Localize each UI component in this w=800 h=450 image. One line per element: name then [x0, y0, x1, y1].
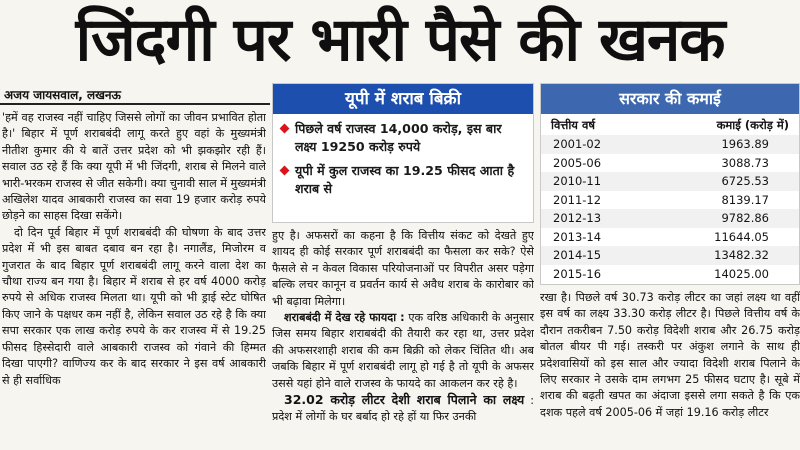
- article-text: : प्रदेश में लोगों के घर बर्बाद हो रहे हों या फिर उनकी: [272, 394, 534, 424]
- year-cell: 2005-06: [553, 155, 602, 170]
- year-cell: 2001-02: [553, 137, 602, 151]
- value-cell: 11644.05: [714, 229, 769, 244]
- byline-divider: [0, 103, 270, 105]
- article-paragraph: [272, 392, 534, 426]
- revenue-table-box: [540, 83, 800, 285]
- table-row: [541, 172, 799, 191]
- column-header-revenue: कमाई (करोड़ में): [716, 118, 789, 132]
- article-text: एक वरिष्ठ अधिकारी के अनुसार जिस समय बिहार शराबबंदी की तैयारी कर रहा था, उत्तर प्रदेश की अफसरशाही शराब की कम बिक्री को लेकर चिंतित थी। अब जबकि बिहार में पूर्ण शराबबंदी लागू हो गई है तो यूपी के अफसर उससे यहां होने वाले राजस्व के फायदे का आकलन कर रहे है।: [272, 311, 534, 390]
- headline: जिंदगी पर भारी पैसे की खनक: [75, 5, 725, 75]
- value-cell: 1963.89: [721, 137, 769, 151]
- article-paragraph: रखा है। पिछले वर्ष 30.73 करोड़ लीटर का जहां लक्ष्य था वहीं इस वर्ष का लक्ष्य 33.30 करोड़ लीटर है। पिछले वित्तीय वर्ष के दौरान तकरीबन 7.50 करोड़ विदेशी शराब और 26.75 करोड़ बोतल बीयर पी गई। तस्करी पर अंकुश लगाने के साथ ही प्रदेशवासियों को इस साल और ज्यादा विदेशी शराब पिलाने के लिए सरकार ने उसके दाम लगभग 25 फीसद घटाए है। सूबे में शराब की बढ़ती खपत का अंदाजा इससे लगा सकते है कि एक दशक पहले वर्ष 2005-06 में जहां 19.16 करोड़ लीटर: [540, 291, 800, 419]
- revenue-table-title: सरकार की कमाई: [541, 84, 799, 114]
- article-column-right: [540, 290, 800, 450]
- year-cell: 2012-13: [553, 211, 602, 225]
- article-column-middle: [272, 228, 534, 450]
- table-row: [541, 154, 799, 173]
- sales-box-title: यूपी में शराब बिक्री: [273, 84, 533, 114]
- table-row: [541, 265, 799, 284]
- value-cell: 9782.86: [721, 211, 769, 225]
- highlight-text: पिछले वर्ष राजस्व 14,000 करोड़, इस बार लक्ष्य 19250 करोड़ रुपये: [295, 121, 502, 154]
- subheading: 32.02 करोड़ लीटर देशी शराब पिलाने का लक्ष्य: [284, 392, 525, 408]
- article-paragraph: 'हमें वह राजस्व नहीं चाहिए जिससे लोगों का जीवन प्रभावित होता है।' बिहार में पूर्ण शराबबंदी लागू करते हुए वहां के मुख्यमंत्री नीतीश कुमार की ये बातें उत्तर प्रदेश को भी झकझोर रही हैं। सवाल उठ रहे हैं कि क्या यूपी में भी जिंदगी, शराब से मिलने वाले भारी-भरकम राजस्व से जीत सकेगी। क्या चुनावी साल में मुख्यमंत्री अखिलेश यादव आबकारी राजस्व का सवा 19 हजार करोड़ रुपये छोड़ने का साहस दिखा सकेंगे।: [2, 111, 266, 223]
- article-paragraph: दो दिन पूर्व बिहार में पूर्ण शराबबंदी की घोषणा के बाद उत्तर प्रदेश में भी इस बाबत दबाव बन रहा है। नगालैंड, मिजोरम व गुजरात के बाद बिहार पूर्ण शराबबंदी लागू करने वाला देश का चौथा राज्य बन गया है। बिहार में शराब से हर वर्ष 4000 करोड़ रुपये से अधिक राजस्व मिलता था। यूपी को भी ड्राई स्टेट घोषित किए जाने के पक्षधर कम नहीं है, लेकिन सवाल उठ रहे है कि क्या सपा सरकार एक लाख करोड़ रुपये के कर राजस्व में से 19.25 फीसद हिस्सेदारी वाले आबकारी राजस्व को गंवाने की हिम्मत दिखा पाएगी? वाणिज्य कर के बाद सरकार ने इस वर्ष आबकारी से ही सर्वाधिक: [2, 225, 266, 387]
- table-header: [541, 114, 799, 135]
- table-row: [541, 135, 799, 154]
- article-paragraph: [272, 310, 534, 392]
- subheading: शराबबंदी में देख रहे फायदा :: [284, 311, 405, 325]
- table-row: [541, 246, 799, 265]
- byline: अजय जायसवाल, लखनऊ: [4, 88, 121, 102]
- column-header-year: वित्तीय वर्ष: [551, 118, 596, 132]
- sales-highlight-box: [272, 83, 534, 223]
- highlight-item: [273, 120, 533, 156]
- value-cell: 6725.53: [721, 174, 769, 188]
- value-cell: 3088.73: [721, 155, 769, 170]
- diamond-bullet-icon: [280, 124, 290, 134]
- value-cell: 13482.32: [714, 248, 769, 262]
- highlight-text: यूपी में कुल राजस्व का 19.25 फीसद आता है शराब से: [295, 163, 515, 196]
- article-paragraph: हुए है। अफसरों का कहना है कि वित्तीय संकट को देखते हुए शायद ही कोई सरकार पूर्ण शराबबंदी का फैसला कर सके? ऐसे फैसले से न केवल विकास परियोजनाओं पर विपरीत असर पड़ेगा बल्कि लचर कानून व प्रवर्तन कार्य से अवैध शराब के कारोबार को भी बढ़ावा मिलेगा।: [272, 229, 534, 308]
- table-row: [541, 191, 799, 210]
- article-column-left: [2, 110, 266, 450]
- year-cell: 2015-16: [553, 266, 602, 281]
- value-cell: 8139.17: [721, 192, 769, 207]
- year-cell: 2014-15: [553, 248, 602, 262]
- value-cell: 14025.00: [714, 266, 769, 281]
- year-cell: 2010-11: [553, 174, 602, 188]
- table-body: [541, 135, 799, 283]
- year-cell: 2011-12: [553, 192, 602, 207]
- table-row: [541, 209, 799, 228]
- highlight-item: [273, 162, 533, 198]
- table-row: [541, 228, 799, 247]
- year-cell: 2013-14: [553, 229, 602, 244]
- diamond-bullet-icon: [280, 166, 290, 176]
